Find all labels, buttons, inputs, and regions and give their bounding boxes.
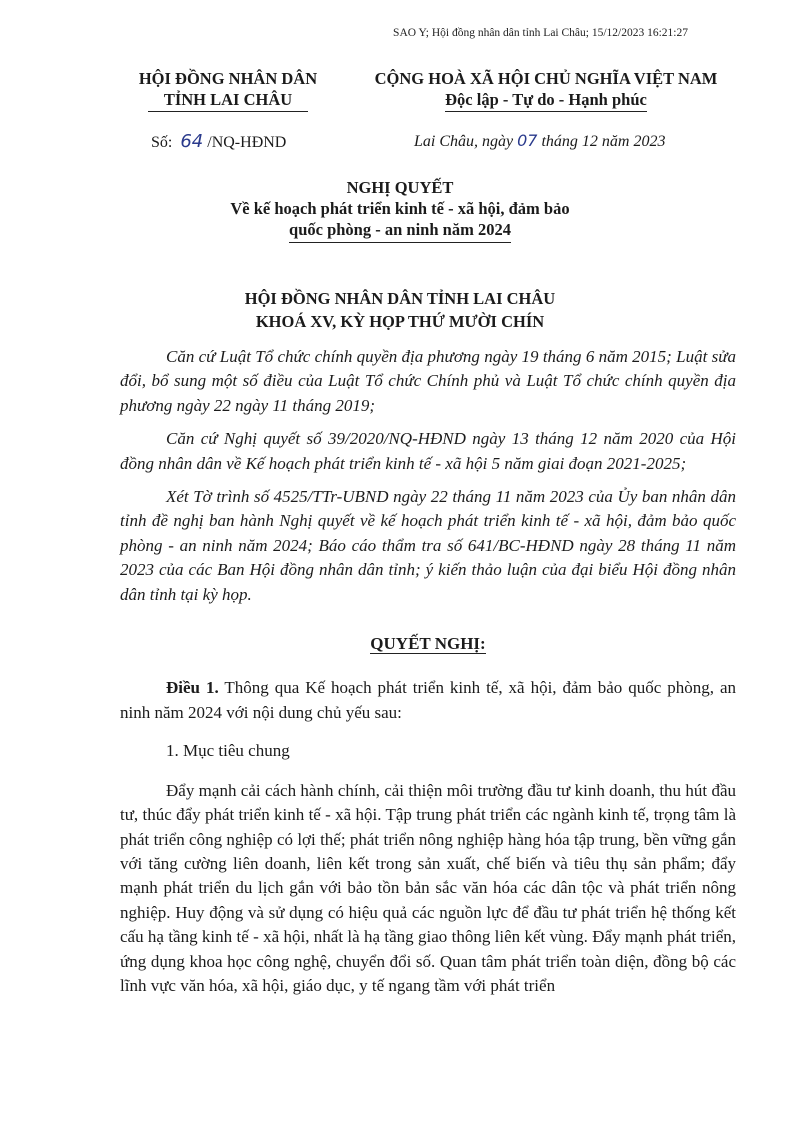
document-body xyxy=(120,345,736,1007)
number-handwritten: 64 xyxy=(180,131,204,152)
nation-line1: CỘNG HOÀ XÃ HỘI CHỦ NGHĨA VIỆT NAM xyxy=(374,69,718,88)
article-1-text: Thông qua Kế hoạch phát triển kinh tế, xã hội, đảm bảo quốc phòng, an ninh năm 2024 với nội dung chủ yếu sau: xyxy=(120,678,736,722)
article-1 xyxy=(120,676,736,725)
preamble-paragraph: Căn cứ Nghị quyết số 39/2020/NQ-HĐND ngày 13 tháng 12 năm 2020 của Hội đồng nhân dân về Kế hoạch phát triển kinh tế - xã hội 5 năm giai đoạn 2021-2025; xyxy=(120,429,736,473)
title-sub1: Về kế hoạch phát triển kinh tế - xã hội, đảm bảo xyxy=(230,199,570,218)
preamble-paragraph: Xét Tờ trình số 4525/TTr-UBND ngày 22 tháng 11 năm 2023 của Ủy ban nhân dân tỉnh đề nghị ban hành Nghị quyết về kế hoạch phát triển kinh tế - xã hội, đảm bảo quốc phòng - an ninh năm 2024; Báo cáo thẩm tra số 641/BC-HĐND ngày 28 tháng 11 năm 2023 của các Ban Hội đồng nhân dân tỉnh; ý kiến thảo luận của đại biểu Hội đồng nhân dân tỉnh tại kỳ họp. xyxy=(120,487,736,604)
council-line1: HỘI ĐỒNG NHÂN DÂN TỈNH LAI CHÂU xyxy=(244,289,556,308)
date-prefix: Lai Châu, ngày xyxy=(414,133,514,150)
article-1-label: Điều 1. xyxy=(166,678,219,698)
document-date xyxy=(414,131,665,151)
number-prefix: Số: xyxy=(151,134,173,151)
resolution-title xyxy=(0,177,800,243)
national-motto xyxy=(360,68,732,112)
number-suffix: /NQ-HĐND xyxy=(207,134,287,151)
section-1-text: Đẩy mạnh cải cách hành chính, cải thiện môi trường đầu tư kinh doanh, thu hút đầu tư, thúc đẩy phát triển kinh tế - xã hội. Tập trung phát triển các ngành kinh tế, trọng tâm là phát triển công nghiệp có lợi thế; phát triển nông nghiệp hàng hóa tập trung, bền vững gắn với tăng cường liên doanh, liên kết trong sản xuất, chế biến và tiêu thụ sản phẩm; đẩy mạnh phát triển du lịch gắn với bảo tồn bản sắc văn hóa các dân tộc và phát triển nông nghiệp. Huy động và sử dụng có hiệu quả các nguồn lực để đầu tư phát triển hệ thống kết cấu hạ tầng kinh tế - xã hội, nhất là hạ tầng giao thông liên kết vùng. Đẩy mạnh phát triển, ứng dụng khoa học công nghệ, chuyển đổi số. Quan tâm phát triển toàn diện, đồng bộ các lĩnh vực văn hóa, xã hội, giáo dục, y tế ngang tầm với phát triển xyxy=(120,780,736,995)
document-number xyxy=(151,131,286,152)
document-header xyxy=(0,68,800,158)
issuer-block xyxy=(128,68,328,112)
title-sub2: quốc phòng - an ninh năm 2024 xyxy=(289,219,511,243)
decision-heading: QUYẾT NGHỊ: xyxy=(370,634,486,654)
title-main: NGHỊ QUYẾT xyxy=(346,178,454,197)
issuer-line1: HỘI ĐỒNG NHÂN DÂN xyxy=(138,69,318,88)
section-1-heading: 1. Mục tiêu chung xyxy=(166,741,290,761)
nation-line2: Độc lập - Tự do - Hạnh phúc xyxy=(445,89,647,112)
preamble-paragraph: Căn cứ Luật Tổ chức chính quyền địa phương ngày 19 tháng 6 năm 2015; Luật sửa đổi, bổ sung một số điều của Luật Tổ chức Chính phủ và Luật Tổ chức chính quyền địa phương ngày 22 ngày 11 tháng 2019; xyxy=(120,347,736,415)
date-day-handwritten: 07 xyxy=(517,131,538,150)
date-suffix: tháng 12 năm 2023 xyxy=(541,133,666,150)
council-line2: KHOÁ XV, KỲ HỌP THỨ MƯỜI CHÍN xyxy=(255,312,545,331)
issuer-line2: TỈNH LAI CHÂU xyxy=(148,89,308,112)
council-heading xyxy=(0,287,800,333)
copy-stamp: SAO Y; Hội đồng nhân dân tỉnh Lai Châu; 15/12/2023 16:21:27 xyxy=(393,27,688,39)
